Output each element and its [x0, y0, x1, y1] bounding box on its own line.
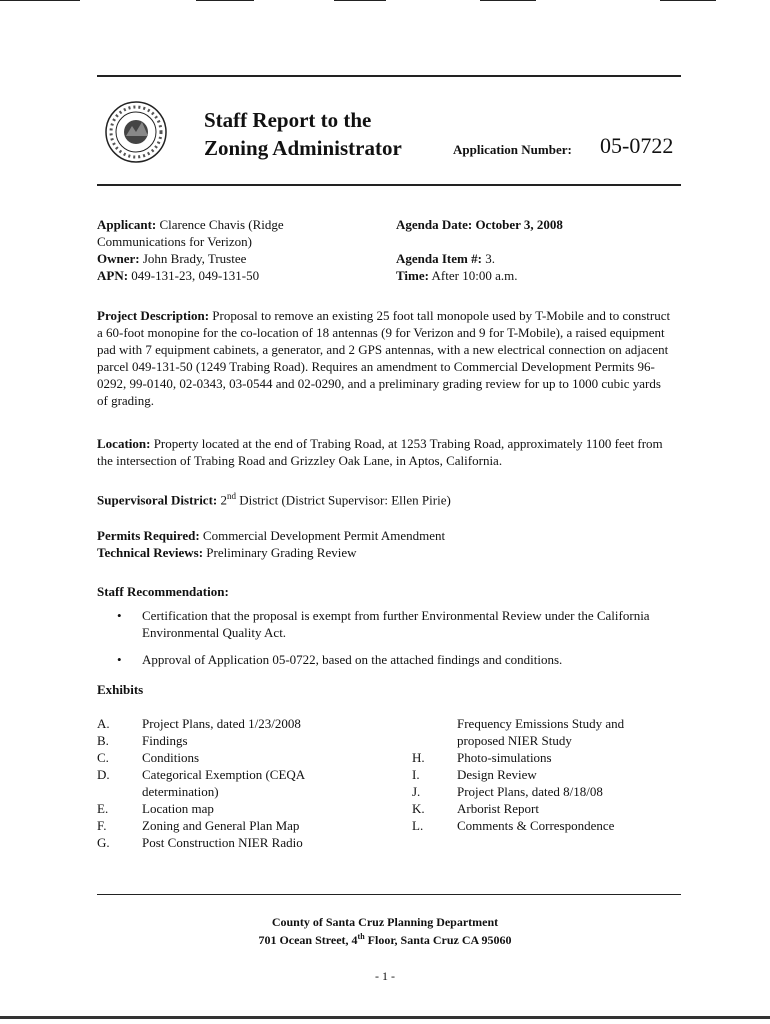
exhibit-text: Photo-simulations	[457, 750, 552, 765]
list-item	[412, 800, 692, 817]
exhibit-letter: K.	[412, 801, 425, 816]
applicant-label: Applicant:	[97, 217, 157, 232]
list-item	[97, 800, 397, 817]
location-label: Location:	[97, 436, 151, 451]
report-title-line2: Zoning Administrator	[204, 136, 402, 160]
list-item	[97, 766, 397, 783]
scan-mark	[334, 0, 386, 1]
permits-label: Permits Required:	[97, 528, 200, 543]
list-item	[412, 817, 692, 834]
header-top-rule	[97, 75, 681, 77]
scan-bottom-edge	[0, 1016, 770, 1019]
exhibit-text: determination)	[142, 784, 219, 799]
exhibit-letter: J.	[412, 784, 421, 799]
footer-address-post: Floor, Santa Cruz CA 95060	[364, 933, 512, 947]
exhibit-text: Comments & Correspondence	[457, 818, 615, 833]
exhibits-left	[97, 715, 397, 851]
footer-department: County of Santa Cruz Planning Department	[271, 915, 499, 929]
location-text: Property located at the end of Trabing Road, at 1253 Trabing Road, approximately 1100 feet from the intersection of Trabing Road and Grizzley Oak Lane, in Aptos, California.	[97, 436, 663, 468]
exhibit-text: Arborist Report	[457, 801, 539, 816]
exhibit-letter: E.	[97, 801, 109, 816]
county-seal-icon	[104, 100, 168, 164]
exhibit-text: Zoning and General Plan Map	[142, 818, 300, 833]
list-item	[97, 749, 397, 766]
exhibit-letter: A.	[97, 716, 110, 731]
list-item	[412, 783, 692, 800]
staff-recommendation-heading: Staff Recommendation:	[97, 584, 229, 599]
header-bottom-rule	[97, 184, 681, 186]
exhibit-text: Project Plans, dated 1/23/2008	[142, 716, 301, 731]
exhibit-text: Location map	[142, 801, 214, 816]
agenda-item-label: Agenda Item #:	[396, 251, 482, 266]
district-label: Supervisoral District:	[97, 492, 218, 508]
exhibit-letter	[412, 715, 457, 732]
exhibits-heading: Exhibits	[97, 682, 144, 697]
list-item	[97, 732, 397, 749]
exhibit-letter: G.	[97, 835, 110, 850]
exhibit-letter: F.	[97, 818, 107, 833]
list-item	[97, 817, 397, 834]
exhibit-text: Categorical Exemption (CEQA	[142, 767, 306, 782]
permits-value: Commercial Development Permit Amendment	[202, 528, 446, 543]
list-item	[412, 766, 692, 783]
applicant-block	[97, 216, 367, 284]
exhibit-letter: D.	[97, 767, 110, 782]
list-item: • Approval of Application 05-0722, based on the attached findings and conditions.	[97, 651, 672, 668]
location	[97, 435, 672, 469]
exhibit-letter: B.	[97, 733, 109, 748]
agenda-block	[396, 216, 676, 284]
applicant-value: Clarence Chavis (Ridge	[159, 217, 284, 232]
exhibit-letter: H.	[412, 750, 425, 765]
agenda-date-value: October 3, 2008	[475, 217, 563, 232]
exhibit-text: Frequency Emissions Study and	[457, 716, 625, 731]
exhibit-letter: I.	[412, 767, 420, 782]
owner-label: Owner:	[97, 251, 140, 266]
footer-address-sup: th	[357, 932, 365, 941]
exhibit-letter: L.	[412, 818, 424, 833]
exhibit-letter: C.	[97, 750, 109, 765]
list-item	[412, 715, 692, 732]
scan-mark	[660, 0, 716, 1]
scan-mark	[0, 0, 80, 1]
applicant-value-cont: Communications for Verizon)	[97, 234, 253, 249]
footer-rule	[97, 894, 681, 895]
exhibit-text: Conditions	[142, 750, 200, 765]
scan-mark	[196, 0, 254, 1]
exhibits-right	[412, 715, 692, 834]
list-item	[412, 749, 692, 766]
permits	[97, 527, 672, 561]
exhibit-text: Post Construction NIER Radio	[142, 835, 303, 850]
list-item	[97, 783, 397, 800]
application-number-label: Application Number:	[453, 142, 572, 157]
project-description-label: Project Description:	[97, 308, 210, 323]
footer-address	[0, 932, 770, 948]
project-description-text: Proposal to remove an existing 25 foot tall monopole used by T-Mobile and to construct a 60-foot monopine for the co-location of 18 antennas (9 for Verizon and 9 for T-Mobile), a raised equipment pad with 7 equipment cabinets, a generator, and 2 GPS antennas, with a new electrical connection on adjacent parcel 049-131-50 (1249 Trabing Road). Requires an amendment to Commercial Development Permits 96-0292, 99-0140, 02-0343, 03-0544 and 02-0290, and a preliminary grading review for up to 1000 cubic yards of grading.	[97, 308, 671, 408]
footer-address-pre: 701 Ocean Street, 4	[258, 933, 358, 947]
exhibit-letter	[97, 783, 142, 800]
exhibit-text: Findings	[142, 733, 188, 748]
time-value: After 10:00 a.m.	[431, 268, 518, 283]
district-text: District (District Supervisor: Ellen Pirie)	[239, 492, 451, 508]
list-item	[412, 732, 692, 749]
list-item	[97, 834, 397, 851]
scan-mark	[480, 0, 536, 1]
list-item: • Certification that the proposal is exempt from further Environmental Review under the California Environmental Quality Act.	[97, 607, 672, 641]
district-sup: nd	[226, 491, 236, 501]
project-description	[97, 307, 672, 409]
apn-value: 049-131-23, 049-131-50	[131, 268, 260, 283]
exhibit-text: Design Review	[457, 767, 537, 782]
apn-label: APN:	[97, 268, 129, 283]
tech-reviews-label: Technical Reviews:	[97, 545, 204, 560]
exhibit-letter	[412, 732, 457, 749]
district-number: 2	[220, 492, 227, 508]
supervisoral-district	[97, 488, 672, 508]
exhibit-text: proposed NIER Study	[457, 733, 572, 748]
agenda-date-label: Agenda Date:	[396, 217, 473, 232]
time-label: Time:	[396, 268, 429, 283]
application-number: 05-0722	[600, 133, 674, 158]
recommendation-list	[97, 607, 672, 668]
owner-value: John Brady, Trustee	[142, 251, 247, 266]
report-title-line1: Staff Report to the	[204, 108, 372, 132]
exhibit-text: Project Plans, dated 8/18/08	[457, 784, 603, 799]
page-number: - 1 -	[375, 969, 395, 983]
agenda-item-value: 3.	[485, 251, 495, 266]
list-item	[97, 715, 397, 732]
tech-reviews-value: Preliminary Grading Review	[206, 545, 357, 560]
